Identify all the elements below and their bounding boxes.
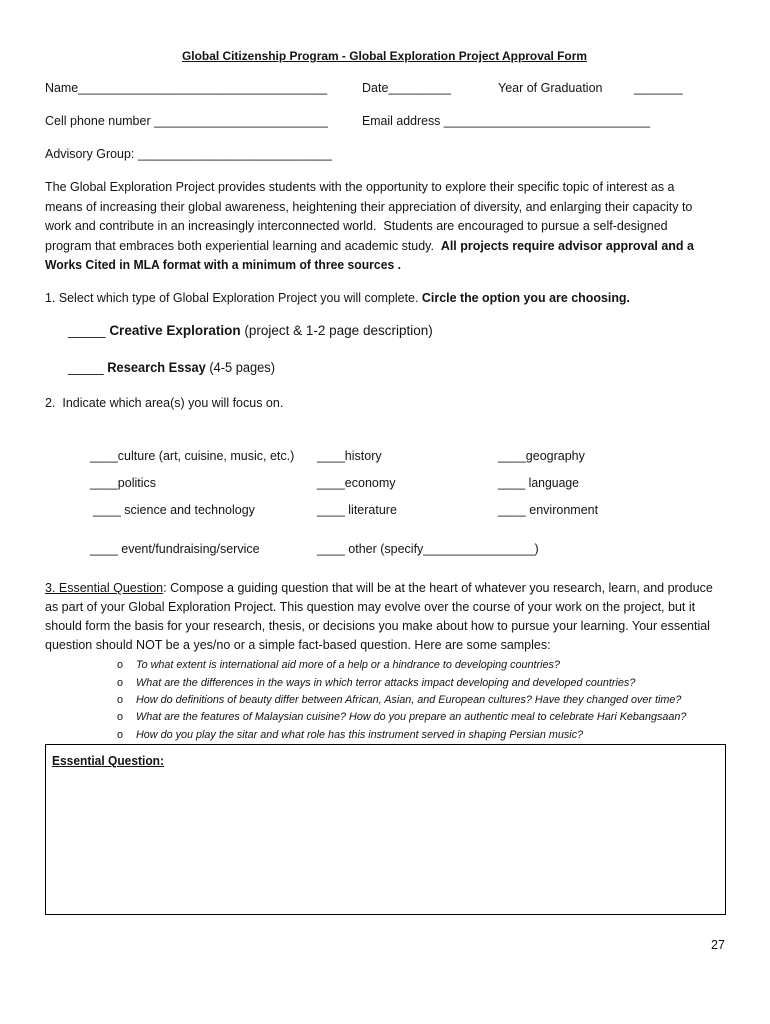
email-field bbox=[362, 113, 651, 129]
requirement-text: All projects require advisor approval and a bbox=[440, 239, 694, 253]
section-3-line-1 bbox=[45, 580, 724, 596]
graduation-year-blank[interactable]: _______ bbox=[634, 81, 683, 95]
name-blank[interactable]: ____________________________________ bbox=[78, 81, 328, 95]
graduation-year-label: Year of Graduation bbox=[498, 81, 603, 95]
bullet-marker: o bbox=[117, 729, 124, 741]
area-option-event-fundraising[interactable]: ____ event/fundraising/service bbox=[90, 542, 260, 556]
bullet-marker: o bbox=[117, 659, 124, 671]
area-option-politics[interactable]: ____politics bbox=[90, 476, 157, 490]
option-name: Creative Exploration bbox=[109, 323, 241, 338]
page-number: 27 bbox=[711, 938, 725, 952]
section-2-prompt: 2. Indicate which area(s) you will focus on. bbox=[45, 396, 284, 410]
area-option-other[interactable]: ____ other (specify________________) bbox=[317, 542, 539, 556]
area-option-history[interactable]: ____history bbox=[317, 449, 382, 463]
intro-line-3: work and contribute in an increasingly interconnected world. Students are encouraged to pursue a self-designed bbox=[45, 219, 668, 233]
intro-line-4 bbox=[45, 238, 693, 254]
advisory-group-field bbox=[45, 146, 331, 162]
date-blank[interactable]: _________ bbox=[388, 81, 451, 95]
name-label: Name bbox=[45, 81, 79, 95]
essential-question-box[interactable] bbox=[45, 744, 726, 915]
section-1-instruction: Circle the option you are choosing. bbox=[421, 291, 630, 305]
requirement-text-continued: Works Cited in MLA format with a minimum of three sources . bbox=[45, 258, 402, 272]
section-3-line-3: should form the basis for your research, thesis, or decisions you make about how to pursue your learning. Your essential bbox=[45, 619, 710, 633]
intro-line-1: The Global Exploration Project provides students with the opportunity to explore their specific topic of interest as a bbox=[45, 180, 675, 194]
sample-question: What are the features of Malaysian cuisine? How do you prepare an authentic meal to celebrate Hari Kebangsaan? bbox=[136, 711, 687, 723]
section-3-intro-text: : Compose a guiding question that will be at the heart of whatever you research, learn, and produce bbox=[163, 581, 713, 595]
option-detail: (4-5 pages) bbox=[209, 360, 275, 375]
date-label: Date bbox=[362, 81, 389, 95]
section-3-heading: 3. Essential Question bbox=[45, 581, 164, 595]
section-1-question: 1. Select which type of Global Exploration Project you will complete. bbox=[45, 291, 419, 305]
bullet-marker: o bbox=[117, 694, 124, 706]
bullet-marker: o bbox=[117, 677, 124, 689]
sample-question: How do you play the sitar and what role has this instrument served in shaping Persian music? bbox=[136, 729, 584, 741]
area-option-language[interactable]: ____ language bbox=[498, 476, 579, 490]
intro-line-2: means of increasing their global awareness, heightening their appreciation of diversity, and enlarging their capacity to bbox=[45, 200, 693, 214]
section-3-line-2: as part of your Global Exploration Project. This question may evolve over the course of your work on the project, but it bbox=[45, 600, 696, 614]
name-field bbox=[45, 80, 328, 96]
option-detail: (project & 1-2 page description) bbox=[244, 323, 433, 338]
essential-question-label: Essential Question: bbox=[52, 754, 164, 768]
form-title: Global Citizenship Program - Global Exploration Project Approval Form bbox=[182, 49, 587, 63]
area-option-literature[interactable]: ____ literature bbox=[317, 503, 397, 517]
area-option-geography[interactable]: ____geography bbox=[498, 449, 585, 463]
sample-question: To what extent is international aid more of a help or a hindrance to developing countries? bbox=[136, 659, 560, 671]
section-3-line-4: question should NOT be a yes/no or a simple fact-based question. Here are some samples: bbox=[45, 638, 551, 652]
option-research-essay[interactable] bbox=[68, 359, 275, 377]
option-creative-exploration[interactable] bbox=[68, 322, 435, 340]
sample-question: What are the differences in the ways in which terror attacks impact developing and developed countries? bbox=[136, 677, 636, 689]
email-blank[interactable]: ______________________________ bbox=[443, 114, 651, 128]
sample-question: How do definitions of beauty differ between African, Asian, and European cultures? Have they changed over time? bbox=[136, 694, 682, 706]
cell-phone-label: Cell phone number bbox=[45, 114, 151, 128]
email-label: Email address bbox=[362, 114, 441, 128]
bullet-marker: o bbox=[117, 711, 124, 723]
option-blank[interactable]: _____ bbox=[68, 323, 106, 338]
area-option-culture[interactable]: ____culture (art, cuisine, music, etc.) bbox=[90, 449, 295, 463]
date-field bbox=[362, 80, 451, 96]
section-1-prompt bbox=[45, 290, 630, 306]
cell-phone-field bbox=[45, 113, 328, 129]
option-blank[interactable]: _____ bbox=[68, 360, 104, 375]
cell-phone-blank[interactable]: _________________________ bbox=[154, 114, 328, 128]
area-option-economy[interactable]: ____economy bbox=[317, 476, 396, 490]
area-option-environment[interactable]: ____ environment bbox=[498, 503, 599, 517]
option-name: Research Essay bbox=[107, 360, 206, 375]
advisory-group-label: Advisory Group: bbox=[45, 147, 135, 161]
area-option-science-technology[interactable]: ____ science and technology bbox=[93, 503, 255, 517]
intro-line-4-text: program that embraces both experiential learning and academic study. bbox=[45, 239, 434, 253]
advisory-group-blank[interactable]: ____________________________ bbox=[137, 147, 333, 161]
